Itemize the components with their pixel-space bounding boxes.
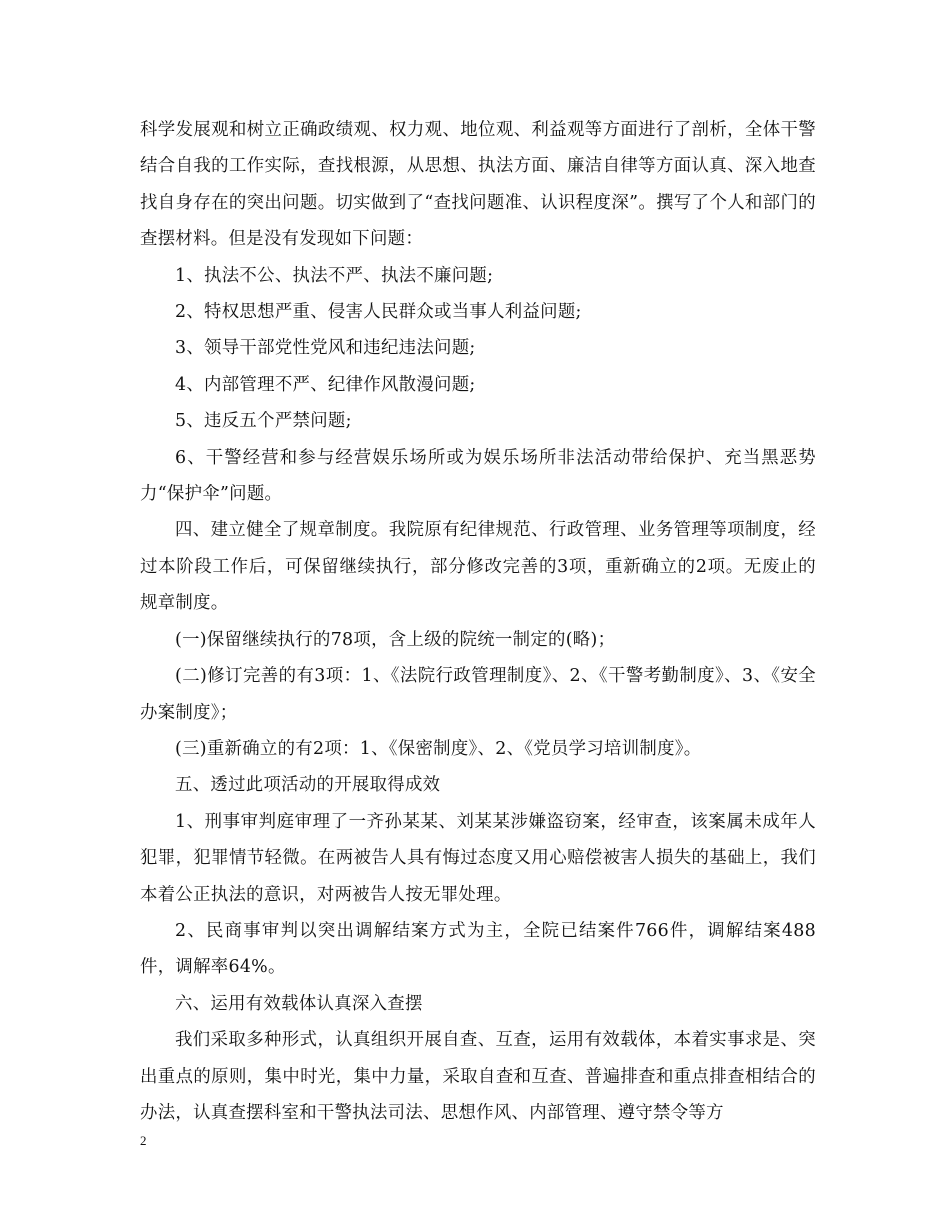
list-item-2: 2、特权思想严重、侵害人民群众或当事人利益问题; xyxy=(175,302,582,323)
result-item-1: 1、刑事审判庭审理了一齐孙某某、刘某某涉嫌盗窃案，经审查，该案属未成年人犯罪，犯罪情节轻微。在两被告人具有悔过态度又用心赔偿被害人损失的基础上，我们本着公正执法的意识，对两被告人按无罪处理。 xyxy=(140,811,816,905)
result-item-2: 2、民商事审判以突出调解结案方式为主，全院已结案件766件，调解结案488件，调解率64%。 xyxy=(140,920,816,978)
list-item-4: 4、内部管理不严、纪律作风散漫问题; xyxy=(175,374,476,395)
rule-item-one: (一)保留继续执行的78项，含上级的院统一制定的(略)； xyxy=(175,629,616,650)
section-six-heading: 六、运用有效载体认真深入查摆 xyxy=(175,993,423,1014)
rule-item-three: (三)重新确立的有2项：1、《保密制度》、2、《党员学习培训制度》。 xyxy=(175,738,702,759)
document-body xyxy=(140,112,816,1131)
page-number: 2 xyxy=(140,1133,147,1148)
section-four-heading-paragraph: 四、建立健全了规章制度。我院原有纪律规范、行政管理、业务管理等项制度，经过本阶段工作后，可保留继续执行，部分修改完善的3项，重新确立的2项。无废止的规章制度。 xyxy=(140,520,816,614)
list-item-3: 3、领导干部党性党风和违纪违法问题; xyxy=(175,338,476,359)
rule-item-two: (二)修订完善的有3项：1、《法院行政管理制度》、2、《干警考勤制度》、3、《安全办案制度》； xyxy=(140,666,816,723)
paragraph-1: 科学发展观和树立正确政绩观、权力观、地位观、利益观等方面进行了剖析，全体干警结合自我的工作实际，查找根源，从思想、执法方面、廉洁自律等方面认真、深入地查找自身存在的突出问题。切实做到了“查找问题准、认识程度深”。撰写了个人和部门的查摆材料。但是没有发现如下问题： xyxy=(140,120,816,250)
section-six-paragraph: 我们采取多种形式，认真组织开展自查、互查，运用有效载体，本着实事求是、突出重点的原则，集中时光，集中力量，采取自查和互查、普遍排查和重点排查相结合的办法，认真查摆科室和干警执法司法、思想作风、内部管理、遵守禁令等方 xyxy=(140,1030,816,1123)
list-item-1: 1、执法不公、执法不严、执法不廉问题; xyxy=(175,265,494,286)
section-five-heading: 五、透过此项活动的开展取得成效 xyxy=(175,775,441,796)
list-item-5: 5、违反五个严禁问题; xyxy=(175,411,352,432)
list-item-6: 6、干警经营和参与经营娱乐场所或为娱乐场所非法活动带给保护、充当黑恶势力“保护伞”问题。 xyxy=(140,447,816,505)
